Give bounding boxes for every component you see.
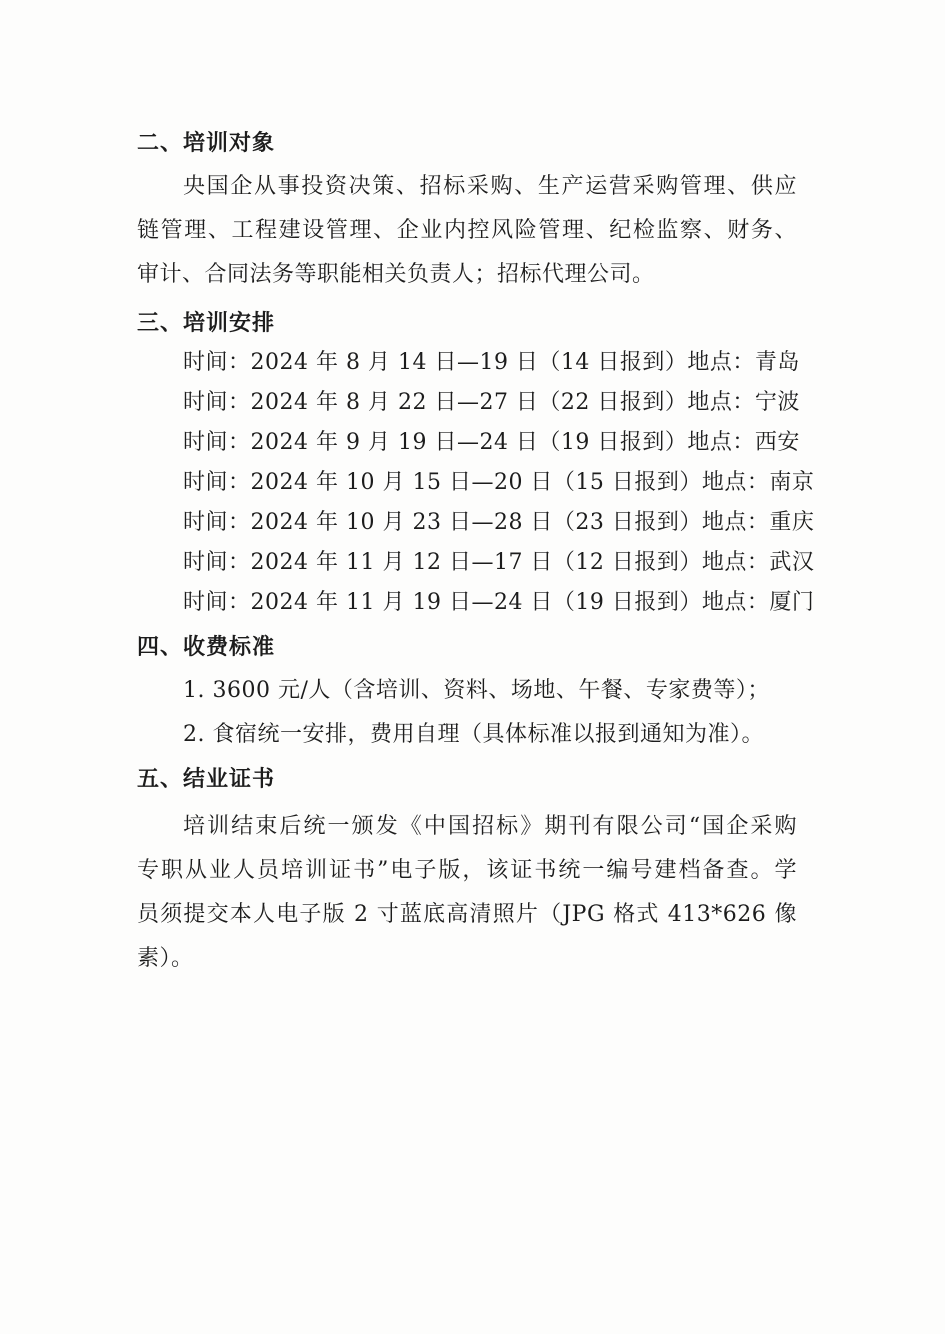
schedule-place: 地点：厦门 — [701, 590, 815, 615]
paragraph-line: 央国企从事投资决策、招标采购、生产运营采购管理、供应 — [183, 174, 797, 199]
schedule-row — [183, 588, 815, 618]
paragraph-line: 素）。 — [137, 946, 194, 971]
schedule-time: 时间：2024 年 10 月 23 日—28 日（23 日报到） — [183, 510, 702, 535]
section-heading-training-target: 二、培训对象 — [137, 130, 276, 156]
section-heading-certificate: 五、结业证书 — [137, 766, 276, 792]
schedule-time: 时间：2024 年 10 月 15 日—20 日（15 日报到） — [183, 470, 702, 495]
schedule-time: 时间：2024 年 11 月 19 日—24 日（19 日报到） — [183, 590, 702, 615]
schedule-time: 时间：2024 年 8 月 14 日—19 日（14 日报到） — [183, 350, 688, 375]
schedule-row — [183, 388, 800, 418]
schedule-time: 时间：2024 年 8 月 22 日—27 日（22 日报到） — [183, 390, 688, 415]
schedule-place: 地点：青岛 — [687, 350, 800, 375]
paragraph-line: 员须提交本人电子版 2 寸蓝底高清照片（JPG 格式 413*626 像 — [137, 902, 797, 927]
schedule-time: 时间：2024 年 9 月 19 日—24 日（19 日报到） — [183, 430, 688, 455]
paragraph-line: 专职从业人员培训证书”电子版，该证书统一编号建档备查。学 — [137, 858, 797, 883]
schedule-place: 地点：重庆 — [701, 510, 815, 535]
schedule-place: 地点：南京 — [701, 470, 815, 495]
schedule-row — [183, 428, 800, 458]
paragraph-line: 培训结束后统一颁发《中国招标》期刊有限公司“国企采购 — [183, 814, 797, 839]
schedule-row — [183, 468, 815, 498]
schedule-place: 地点：武汉 — [701, 550, 815, 575]
fee-item: 2. 食宿统一安排，费用自理（具体标准以报到通知为准）。 — [183, 722, 764, 747]
schedule-row — [183, 508, 815, 538]
schedule-place: 地点：西安 — [687, 430, 800, 455]
section-heading-training-schedule: 三、培训安排 — [137, 310, 276, 336]
paragraph-line: 审计、合同法务等职能相关负责人；招标代理公司。 — [137, 262, 655, 287]
schedule-place: 地点：宁波 — [687, 390, 800, 415]
section-heading-fee-standard: 四、收费标准 — [137, 634, 276, 660]
fee-item: 1. 3600 元/人（含培训、资料、场地、午餐、专家费等）； — [183, 678, 770, 703]
paragraph-line: 链管理、工程建设管理、企业内控风险管理、纪检监察、财务、 — [137, 218, 797, 243]
schedule-row — [183, 548, 815, 578]
schedule-time: 时间：2024 年 11 月 12 日—17 日（12 日报到） — [183, 550, 702, 575]
schedule-row — [183, 348, 800, 378]
